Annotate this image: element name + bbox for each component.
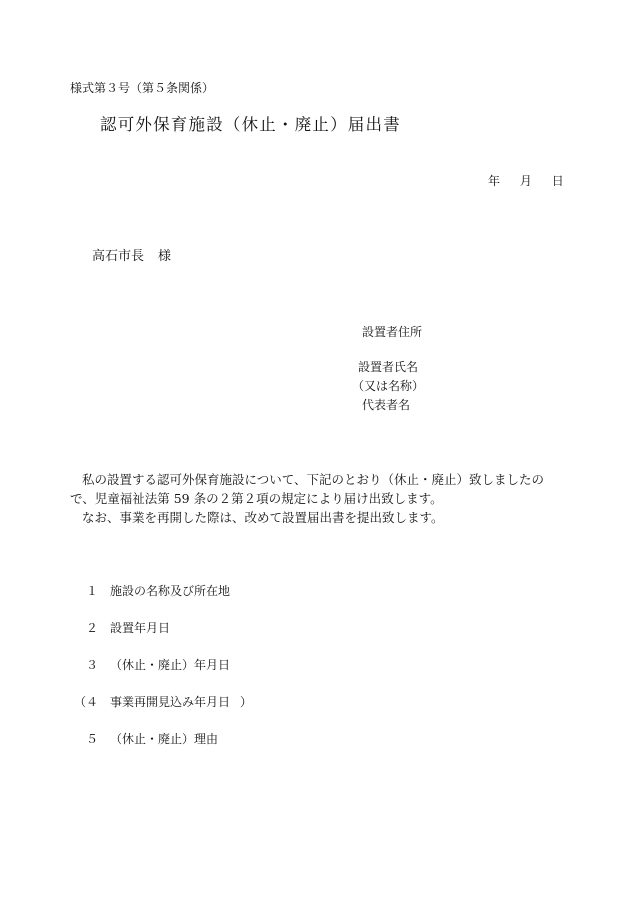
body-paragraph-line-3: なお、事業を再開した際は、改めて設置届出書を提出致します。 (82, 510, 444, 525)
item-number: ３ (86, 658, 99, 672)
list-item (86, 585, 230, 597)
list-item (74, 696, 252, 708)
applicant-name-label: 設置者氏名 (358, 360, 419, 374)
body-paragraph-line-2: で、児童福祉法第 59 条の２第２項の規定により届け出致します。 (70, 491, 443, 506)
item-number: １ (86, 584, 99, 598)
list-item (86, 733, 218, 745)
list-item (86, 659, 230, 671)
date-line (488, 175, 564, 187)
date-year-label: 年 (488, 174, 501, 188)
date-month-label: 月 (519, 174, 532, 188)
page-title: 認可外保育施設（休止・廃止）届出書 (100, 115, 401, 134)
item-label: 設置年月日 (110, 621, 171, 635)
date-day-label: 日 (551, 174, 564, 188)
addressee-honorific: 様 (158, 249, 172, 264)
applicant-address-label: 設置者住所 (362, 325, 423, 339)
item-number: ５ (86, 732, 99, 746)
item-close-paren: ） (240, 695, 253, 709)
item-number: ２ (86, 621, 99, 635)
item-label: 施設の名称及び所在地 (110, 584, 231, 598)
body-paragraph-line-1: 私の設置する認可外保育施設について、下記のとおり（休止・廃止）致しましたの (82, 472, 545, 487)
form-number: 様式第３号（第５条関係） (70, 81, 215, 95)
applicant-representative-label: 代表者名 (362, 398, 411, 412)
addressee-name: 高石市長 (92, 249, 145, 264)
item-open-paren: （ (74, 695, 87, 709)
list-item (86, 622, 170, 634)
applicant-name-note: （又は名称） (352, 379, 425, 393)
addressee (92, 250, 171, 263)
item-number: ４ (86, 695, 99, 709)
item-label: （休止・廃止）理由 (110, 732, 219, 746)
item-label: （休止・廃止）年月日 (110, 658, 231, 672)
item-label: 事業再開見込み年月日 (110, 695, 231, 709)
